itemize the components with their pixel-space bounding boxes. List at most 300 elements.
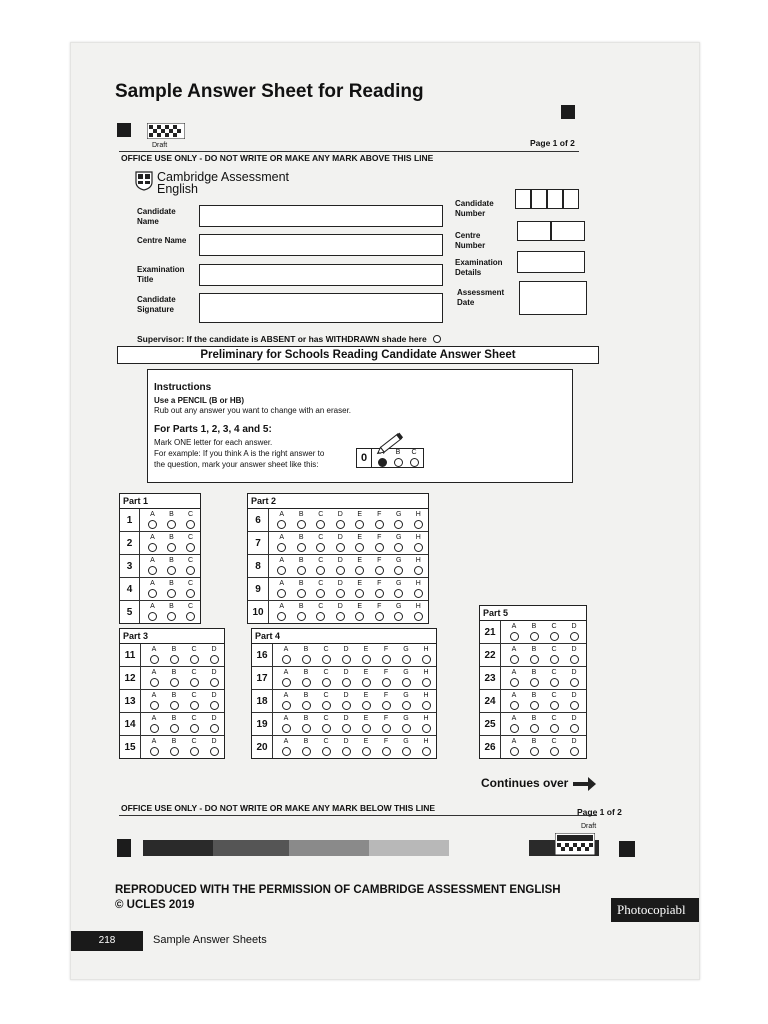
exam-details-field[interactable] bbox=[517, 251, 585, 273]
answer-bubble[interactable] bbox=[167, 543, 176, 552]
answer-bubble[interactable] bbox=[316, 612, 325, 621]
option-d[interactable] bbox=[204, 738, 224, 756]
answer-bubble[interactable] bbox=[342, 655, 351, 664]
option-a[interactable] bbox=[504, 669, 524, 687]
answer-bubble[interactable] bbox=[414, 566, 423, 575]
answer-bubble[interactable] bbox=[277, 612, 286, 621]
answer-bubble[interactable] bbox=[530, 678, 539, 687]
answer-bubble[interactable] bbox=[510, 747, 519, 756]
answer-bubble[interactable] bbox=[186, 612, 195, 621]
answer-bubble[interactable] bbox=[170, 655, 179, 664]
answer-bubble[interactable] bbox=[382, 747, 391, 756]
answer-bubble[interactable] bbox=[375, 589, 384, 598]
answer-bubble[interactable] bbox=[394, 566, 403, 575]
answer-bubble[interactable] bbox=[550, 632, 559, 641]
option-c[interactable] bbox=[311, 580, 331, 598]
option-a[interactable] bbox=[144, 692, 164, 710]
answer-bubble[interactable] bbox=[402, 701, 411, 710]
answer-bubble[interactable] bbox=[550, 655, 559, 664]
candidate-signature-field[interactable] bbox=[199, 293, 443, 323]
option-d[interactable] bbox=[331, 534, 351, 552]
answer-bubble[interactable] bbox=[394, 612, 403, 621]
option-a[interactable] bbox=[504, 646, 524, 664]
option-a[interactable] bbox=[144, 646, 164, 664]
answer-bubble[interactable] bbox=[210, 655, 219, 664]
answer-bubble[interactable] bbox=[282, 724, 291, 733]
answer-bubble[interactable] bbox=[570, 701, 579, 710]
option-d[interactable] bbox=[331, 603, 351, 621]
assessment-date-field[interactable] bbox=[519, 281, 587, 315]
candidate-number-digit[interactable] bbox=[531, 189, 547, 209]
answer-bubble[interactable] bbox=[570, 632, 579, 641]
option-b[interactable] bbox=[162, 511, 181, 529]
answer-bubble[interactable] bbox=[186, 566, 195, 575]
option-b[interactable] bbox=[524, 715, 544, 733]
option-g[interactable] bbox=[396, 646, 416, 664]
option-b[interactable] bbox=[524, 646, 544, 664]
option-a[interactable] bbox=[144, 715, 164, 733]
option-d[interactable] bbox=[204, 715, 224, 733]
exam-title-field[interactable] bbox=[199, 264, 443, 286]
option-letter: A bbox=[151, 738, 157, 745]
answer-bubble[interactable] bbox=[282, 747, 291, 756]
option-d[interactable] bbox=[331, 557, 351, 575]
answer-bubble[interactable] bbox=[382, 701, 391, 710]
candidate-number-boxes[interactable] bbox=[515, 189, 579, 209]
option-c[interactable] bbox=[184, 692, 204, 710]
option-c[interactable] bbox=[544, 738, 564, 756]
option-c[interactable] bbox=[184, 669, 204, 687]
answer-bubble[interactable] bbox=[394, 520, 403, 529]
answer-bubble[interactable] bbox=[322, 747, 331, 756]
option-c[interactable] bbox=[316, 692, 336, 710]
option-g[interactable] bbox=[389, 557, 409, 575]
option-a[interactable] bbox=[272, 534, 292, 552]
answer-bubble[interactable] bbox=[148, 589, 157, 598]
option-b[interactable] bbox=[292, 580, 312, 598]
answer-bubble[interactable] bbox=[362, 747, 371, 756]
option-h[interactable] bbox=[416, 669, 436, 687]
answer-bubble[interactable] bbox=[148, 612, 157, 621]
answer-bubble[interactable] bbox=[167, 520, 176, 529]
answer-bubble[interactable] bbox=[530, 724, 539, 733]
answer-bubble[interactable] bbox=[550, 678, 559, 687]
option-b[interactable] bbox=[164, 669, 184, 687]
answer-bubble[interactable] bbox=[570, 747, 579, 756]
option-c[interactable] bbox=[544, 623, 564, 641]
option-b[interactable] bbox=[162, 603, 181, 621]
answer-bubble[interactable] bbox=[170, 701, 179, 710]
option-e[interactable] bbox=[356, 692, 376, 710]
answer-bubble[interactable] bbox=[414, 520, 423, 529]
answer-bubble[interactable] bbox=[210, 747, 219, 756]
option-f[interactable] bbox=[370, 580, 390, 598]
option-c[interactable] bbox=[184, 738, 204, 756]
option-d[interactable] bbox=[564, 692, 584, 710]
answer-bubble[interactable] bbox=[150, 655, 159, 664]
answer-bubble[interactable] bbox=[282, 701, 291, 710]
option-h[interactable] bbox=[409, 534, 429, 552]
answer-bubble[interactable] bbox=[530, 655, 539, 664]
answer-bubble[interactable] bbox=[302, 701, 311, 710]
answer-bubble[interactable] bbox=[190, 701, 199, 710]
answer-bubble[interactable] bbox=[422, 701, 431, 710]
answer-bubble[interactable] bbox=[302, 678, 311, 687]
option-a[interactable] bbox=[272, 511, 292, 529]
option-b[interactable] bbox=[164, 646, 184, 664]
answer-bubble[interactable] bbox=[362, 701, 371, 710]
answer-bubble[interactable] bbox=[148, 543, 157, 552]
answer-bubble[interactable] bbox=[510, 678, 519, 687]
answer-bubble[interactable] bbox=[570, 678, 579, 687]
answer-bubble[interactable] bbox=[322, 724, 331, 733]
option-b[interactable] bbox=[524, 738, 544, 756]
option-a[interactable] bbox=[276, 646, 296, 664]
option-a[interactable] bbox=[276, 738, 296, 756]
answer-bubble[interactable] bbox=[570, 724, 579, 733]
answer-bubble[interactable] bbox=[316, 589, 325, 598]
option-d[interactable] bbox=[336, 715, 356, 733]
answer-bubble[interactable] bbox=[186, 520, 195, 529]
answer-bubble[interactable] bbox=[336, 566, 345, 575]
option-e[interactable] bbox=[350, 511, 370, 529]
answer-bubble[interactable] bbox=[355, 520, 364, 529]
answer-bubble[interactable] bbox=[402, 655, 411, 664]
option-c[interactable] bbox=[181, 511, 200, 529]
answer-bubble[interactable] bbox=[375, 520, 384, 529]
answer-bubble[interactable] bbox=[510, 655, 519, 664]
answer-bubble[interactable] bbox=[342, 724, 351, 733]
centre-name-field[interactable] bbox=[199, 234, 443, 256]
option-a[interactable] bbox=[143, 603, 162, 621]
answer-bubble[interactable] bbox=[355, 589, 364, 598]
option-f[interactable] bbox=[370, 603, 390, 621]
answer-bubble[interactable] bbox=[402, 747, 411, 756]
option-a[interactable] bbox=[143, 557, 162, 575]
option-h[interactable] bbox=[416, 646, 436, 664]
option-b[interactable] bbox=[524, 623, 544, 641]
answer-bubble[interactable] bbox=[297, 589, 306, 598]
option-a[interactable] bbox=[144, 669, 164, 687]
answer-bubble[interactable] bbox=[277, 589, 286, 598]
answer-bubble[interactable] bbox=[510, 701, 519, 710]
option-h[interactable] bbox=[409, 580, 429, 598]
answer-bubble[interactable] bbox=[170, 747, 179, 756]
option-f[interactable] bbox=[376, 738, 396, 756]
option-d[interactable] bbox=[564, 738, 584, 756]
option-c[interactable] bbox=[181, 557, 200, 575]
option-b[interactable] bbox=[296, 738, 316, 756]
answer-bubble[interactable] bbox=[297, 612, 306, 621]
answer-bubble[interactable] bbox=[550, 724, 559, 733]
option-h[interactable] bbox=[409, 557, 429, 575]
option-g[interactable] bbox=[389, 511, 409, 529]
answer-bubble[interactable] bbox=[282, 678, 291, 687]
answer-bubble[interactable] bbox=[277, 543, 286, 552]
option-c[interactable] bbox=[316, 715, 336, 733]
option-e[interactable] bbox=[356, 715, 376, 733]
answer-bubble[interactable] bbox=[422, 678, 431, 687]
option-b[interactable] bbox=[292, 557, 312, 575]
option-a[interactable] bbox=[276, 692, 296, 710]
centre-number-boxes[interactable] bbox=[517, 221, 585, 241]
answer-bubble[interactable] bbox=[210, 678, 219, 687]
answer-bubble[interactable] bbox=[510, 632, 519, 641]
answer-bubble[interactable] bbox=[362, 655, 371, 664]
option-d[interactable] bbox=[336, 692, 356, 710]
option-g[interactable] bbox=[396, 715, 416, 733]
absent-shade-bubble[interactable] bbox=[433, 335, 441, 343]
option-g[interactable] bbox=[389, 534, 409, 552]
option-a[interactable] bbox=[272, 557, 292, 575]
option-h[interactable] bbox=[409, 603, 429, 621]
option-f[interactable] bbox=[370, 534, 390, 552]
option-c[interactable] bbox=[311, 534, 331, 552]
option-d[interactable] bbox=[204, 692, 224, 710]
option-a[interactable] bbox=[504, 692, 524, 710]
option-e[interactable] bbox=[350, 557, 370, 575]
answer-bubble[interactable] bbox=[342, 701, 351, 710]
answer-bubble[interactable] bbox=[210, 724, 219, 733]
option-h[interactable] bbox=[409, 511, 429, 529]
option-d[interactable] bbox=[564, 646, 584, 664]
answer-bubble[interactable] bbox=[422, 655, 431, 664]
option-f[interactable] bbox=[370, 557, 390, 575]
answer-bubble[interactable] bbox=[342, 747, 351, 756]
answer-bubble[interactable] bbox=[282, 655, 291, 664]
option-g[interactable] bbox=[389, 603, 409, 621]
option-b[interactable] bbox=[296, 715, 316, 733]
answer-bubble[interactable] bbox=[530, 747, 539, 756]
option-b[interactable] bbox=[164, 738, 184, 756]
answer-bubble[interactable] bbox=[530, 632, 539, 641]
option-f[interactable] bbox=[376, 669, 396, 687]
answer-bubble[interactable] bbox=[170, 724, 179, 733]
option-f[interactable] bbox=[370, 511, 390, 529]
option-h[interactable] bbox=[416, 738, 436, 756]
answer-bubble[interactable] bbox=[322, 701, 331, 710]
answer-bubble[interactable] bbox=[510, 724, 519, 733]
answer-bubble[interactable] bbox=[375, 612, 384, 621]
answer-bubble[interactable] bbox=[382, 655, 391, 664]
option-a[interactable] bbox=[276, 715, 296, 733]
answer-bubble[interactable] bbox=[148, 520, 157, 529]
example-filled-bubble[interactable] bbox=[378, 458, 387, 467]
answer-bubble[interactable] bbox=[297, 566, 306, 575]
answer-bubble[interactable] bbox=[316, 543, 325, 552]
option-c[interactable] bbox=[181, 580, 200, 598]
option-e[interactable] bbox=[356, 646, 376, 664]
answer-bubble[interactable] bbox=[570, 655, 579, 664]
option-b[interactable] bbox=[524, 669, 544, 687]
answer-bubble[interactable] bbox=[190, 724, 199, 733]
option-c[interactable] bbox=[181, 603, 200, 621]
option-a[interactable] bbox=[272, 580, 292, 598]
answer-bubble[interactable] bbox=[414, 612, 423, 621]
answer-bubble[interactable] bbox=[316, 566, 325, 575]
option-g[interactable] bbox=[396, 692, 416, 710]
option-d[interactable] bbox=[204, 646, 224, 664]
answer-bubble[interactable] bbox=[167, 612, 176, 621]
answer-bubble[interactable] bbox=[362, 678, 371, 687]
answer-bubble[interactable] bbox=[394, 543, 403, 552]
answer-bubble[interactable] bbox=[302, 655, 311, 664]
option-a[interactable] bbox=[143, 534, 162, 552]
option-e[interactable] bbox=[350, 580, 370, 598]
option-c[interactable] bbox=[316, 738, 336, 756]
answer-bubble[interactable] bbox=[410, 458, 419, 467]
answer-bubble[interactable] bbox=[414, 543, 423, 552]
option-g[interactable] bbox=[396, 669, 416, 687]
option-d[interactable] bbox=[336, 738, 356, 756]
option-h[interactable] bbox=[416, 692, 436, 710]
option-d[interactable] bbox=[331, 511, 351, 529]
answer-bubble[interactable] bbox=[355, 566, 364, 575]
answer-bubble[interactable] bbox=[277, 520, 286, 529]
answer-bubble[interactable] bbox=[382, 724, 391, 733]
option-a[interactable] bbox=[504, 738, 524, 756]
answer-bubble[interactable] bbox=[530, 701, 539, 710]
option-b[interactable] bbox=[162, 557, 181, 575]
option-c[interactable] bbox=[544, 715, 564, 733]
answer-bubble[interactable] bbox=[336, 589, 345, 598]
answer-bubble[interactable] bbox=[414, 589, 423, 598]
candidate-number-digit[interactable] bbox=[515, 189, 531, 209]
answer-bubble[interactable] bbox=[150, 724, 159, 733]
option-b[interactable] bbox=[164, 715, 184, 733]
option-e[interactable] bbox=[356, 738, 376, 756]
option-f[interactable] bbox=[376, 715, 396, 733]
answer-bubble[interactable] bbox=[402, 678, 411, 687]
answer-bubble[interactable] bbox=[316, 520, 325, 529]
option-b[interactable] bbox=[292, 603, 312, 621]
option-c[interactable] bbox=[311, 603, 331, 621]
answer-bubble[interactable] bbox=[355, 543, 364, 552]
option-letter: C bbox=[323, 738, 329, 745]
answer-bubble[interactable] bbox=[336, 543, 345, 552]
option-a[interactable] bbox=[144, 738, 164, 756]
answer-bubble[interactable] bbox=[186, 543, 195, 552]
answer-bubble[interactable] bbox=[302, 747, 311, 756]
option-c[interactable] bbox=[311, 557, 331, 575]
option-b[interactable] bbox=[162, 534, 181, 552]
answer-bubble[interactable] bbox=[277, 566, 286, 575]
answer-bubble[interactable] bbox=[362, 724, 371, 733]
answer-bubble[interactable] bbox=[167, 589, 176, 598]
option-b[interactable] bbox=[164, 692, 184, 710]
answer-bubble[interactable] bbox=[170, 678, 179, 687]
answer-bubble[interactable] bbox=[148, 566, 157, 575]
option-a[interactable] bbox=[272, 603, 292, 621]
answer-bubble[interactable] bbox=[186, 589, 195, 598]
answer-bubble[interactable] bbox=[190, 655, 199, 664]
option-d[interactable] bbox=[336, 646, 356, 664]
answer-bubble[interactable] bbox=[382, 678, 391, 687]
option-d[interactable] bbox=[564, 669, 584, 687]
option-b[interactable] bbox=[296, 646, 316, 664]
answer-bubble[interactable] bbox=[210, 701, 219, 710]
answer-bubble[interactable] bbox=[322, 678, 331, 687]
answer-bubble[interactable] bbox=[422, 724, 431, 733]
answer-bubble[interactable] bbox=[297, 543, 306, 552]
option-a[interactable] bbox=[276, 669, 296, 687]
answer-bubble[interactable] bbox=[394, 589, 403, 598]
option-d[interactable] bbox=[331, 580, 351, 598]
option-g[interactable] bbox=[396, 738, 416, 756]
answer-bubble[interactable] bbox=[355, 612, 364, 621]
answer-bubble[interactable] bbox=[336, 520, 345, 529]
option-e[interactable] bbox=[356, 669, 376, 687]
option-c[interactable] bbox=[316, 646, 336, 664]
option-b[interactable] bbox=[296, 669, 316, 687]
answer-bubble[interactable] bbox=[394, 458, 403, 467]
answer-bubble[interactable] bbox=[190, 678, 199, 687]
option-c[interactable] bbox=[184, 715, 204, 733]
option-e[interactable] bbox=[350, 603, 370, 621]
option-b[interactable] bbox=[524, 692, 544, 710]
option-f[interactable] bbox=[376, 646, 396, 664]
answer-bubble[interactable] bbox=[322, 655, 331, 664]
answer-bubble[interactable] bbox=[342, 678, 351, 687]
option-b[interactable] bbox=[296, 692, 316, 710]
centre-number-digit[interactable] bbox=[517, 221, 551, 241]
centre-number-digit[interactable] bbox=[551, 221, 585, 241]
option-c[interactable] bbox=[544, 646, 564, 664]
option-letter: D bbox=[337, 511, 343, 518]
answer-bubble[interactable] bbox=[336, 612, 345, 621]
answer-bubble[interactable] bbox=[150, 747, 159, 756]
option-d[interactable] bbox=[564, 715, 584, 733]
option-d[interactable] bbox=[564, 623, 584, 641]
answer-bubble[interactable] bbox=[375, 543, 384, 552]
option-h[interactable] bbox=[416, 715, 436, 733]
answer-bubble[interactable] bbox=[422, 747, 431, 756]
answer-bubble[interactable] bbox=[297, 520, 306, 529]
option-a[interactable] bbox=[504, 715, 524, 733]
candidate-number-digit[interactable] bbox=[547, 189, 563, 209]
option-e[interactable] bbox=[350, 534, 370, 552]
option-a[interactable] bbox=[143, 580, 162, 598]
answer-bubble[interactable] bbox=[167, 566, 176, 575]
answer-bubble[interactable] bbox=[550, 747, 559, 756]
option-c[interactable] bbox=[544, 669, 564, 687]
option-b[interactable] bbox=[292, 534, 312, 552]
answer-bubble[interactable] bbox=[375, 566, 384, 575]
option-d[interactable] bbox=[204, 669, 224, 687]
option-b[interactable] bbox=[162, 580, 181, 598]
answer-bubble[interactable] bbox=[302, 724, 311, 733]
option-d[interactable] bbox=[336, 669, 356, 687]
option-g[interactable] bbox=[389, 580, 409, 598]
answer-bubble[interactable] bbox=[150, 678, 159, 687]
candidate-name-field[interactable] bbox=[199, 205, 443, 227]
option-f[interactable] bbox=[376, 692, 396, 710]
candidate-number-digit[interactable] bbox=[563, 189, 579, 209]
option-c[interactable] bbox=[544, 692, 564, 710]
option-a[interactable] bbox=[143, 511, 162, 529]
option-c[interactable] bbox=[184, 646, 204, 664]
exam-details-label: Examination Details bbox=[455, 258, 503, 277]
option-c[interactable] bbox=[181, 534, 200, 552]
answer-bubble[interactable] bbox=[550, 701, 559, 710]
answer-bubble[interactable] bbox=[190, 747, 199, 756]
option-b[interactable] bbox=[292, 511, 312, 529]
answer-bubble[interactable] bbox=[150, 701, 159, 710]
option-c[interactable] bbox=[316, 669, 336, 687]
option-a[interactable] bbox=[504, 623, 524, 641]
answer-bubble[interactable] bbox=[402, 724, 411, 733]
option-c[interactable] bbox=[311, 511, 331, 529]
